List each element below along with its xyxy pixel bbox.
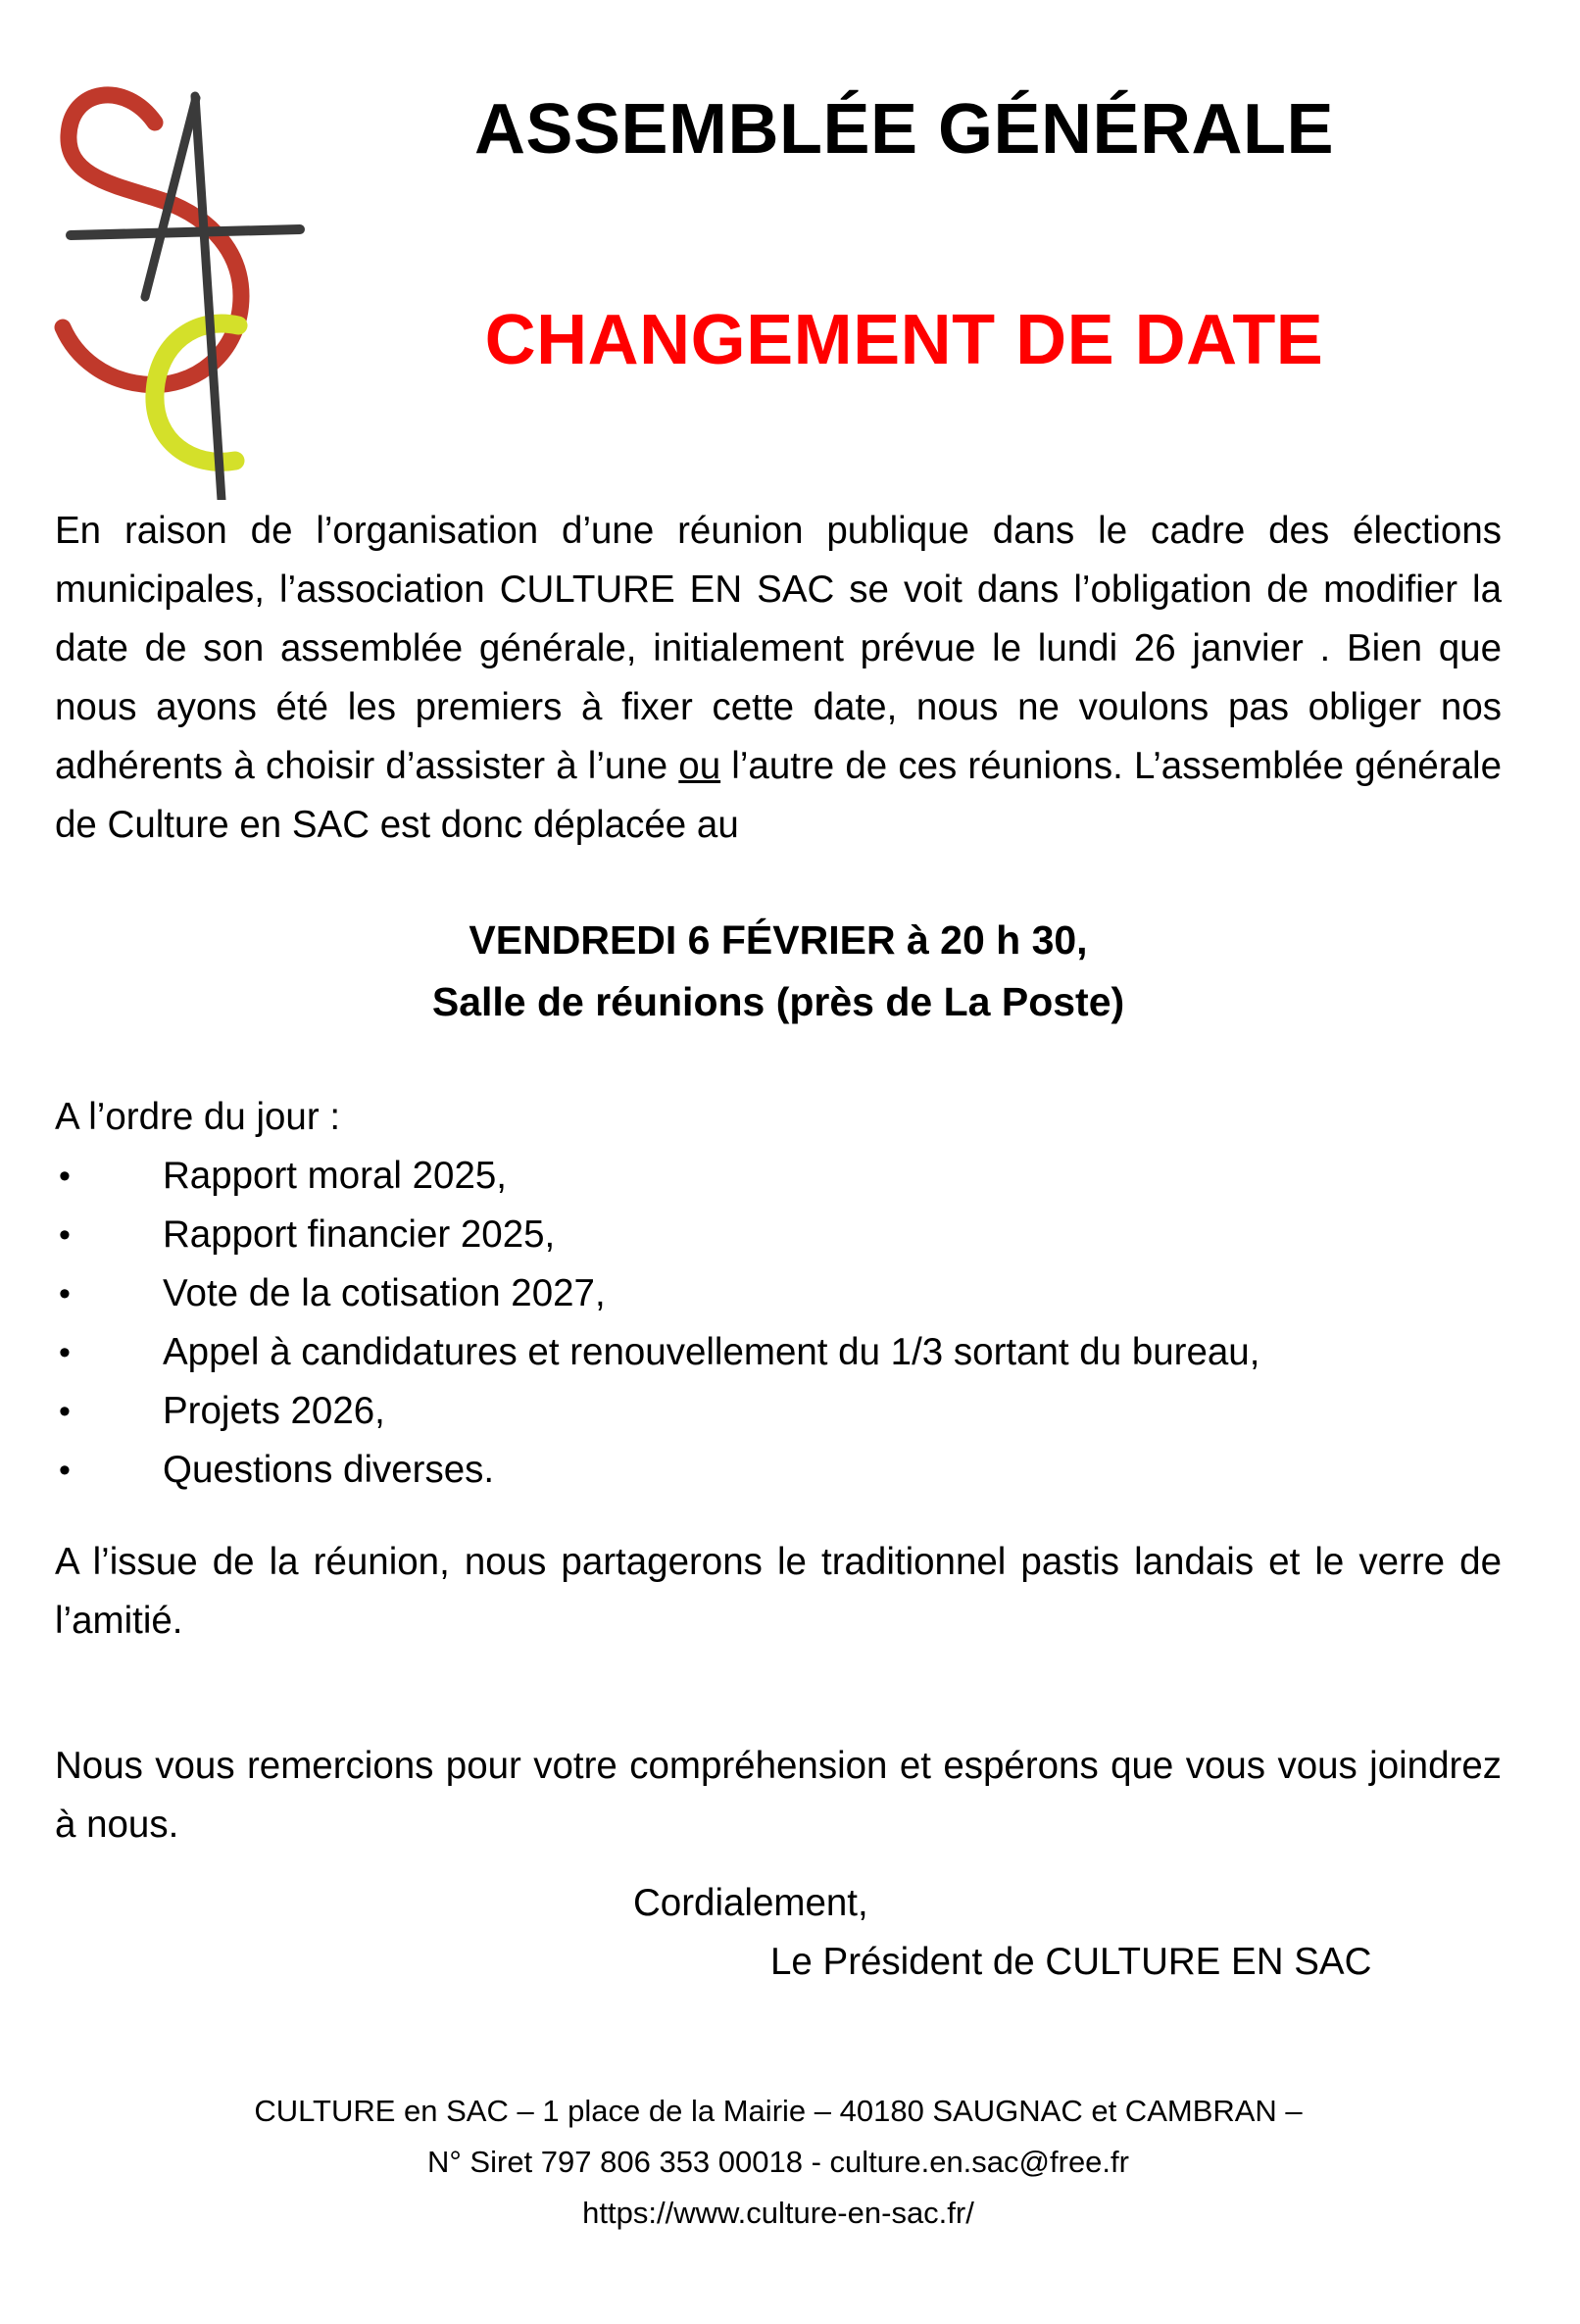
signoff-line: Cordialement, bbox=[633, 1882, 868, 1924]
agenda-item-label: Questions diverses. bbox=[163, 1449, 495, 1491]
title-block bbox=[323, 0, 1529, 500]
agenda-item-label: Vote de la cotisation 2027, bbox=[163, 1272, 606, 1314]
intro-text-part-1: En raison de l’organisation d’une réunion publique dans le cadre des élections municipales, l’association CULTURE EN SAC se voit dans l’obligation de modifier la date de son assemblée générale, initialement prévue le lundi 26 janvier . Bien que nous ayons été les premiers à fixer cette date, nous ne voulons pas obliger nos adhérents à choisir d’assister à l’une bbox=[55, 510, 1502, 787]
bullet-icon: • bbox=[59, 1334, 71, 1371]
footer-address: CULTURE en SAC – 1 place de la Mairie – 40180 SAUGNAC et CAMBRAN – bbox=[254, 2094, 1303, 2128]
agenda-item-label: Rapport financier 2025, bbox=[163, 1213, 556, 1256]
event-date-line: VENDREDI 6 FÉVRIER à 20 h 30, bbox=[469, 917, 1088, 963]
bullet-icon: • bbox=[59, 1452, 71, 1489]
event-details bbox=[55, 910, 1502, 1033]
footer-siret-email: N° Siret 797 806 353 00018 - culture.en.sac@free.fr bbox=[427, 2145, 1129, 2179]
page-footer bbox=[55, 2086, 1502, 2239]
bullet-icon: • bbox=[59, 1216, 71, 1254]
closing-paragraph-2: Nous vous remercions pour votre compréhension et espérons que vous vous joindrez à nous. bbox=[55, 1745, 1502, 1846]
list-item bbox=[55, 1441, 1502, 1500]
intro-text-part-2: l’autre de ces réunions. L’assemblée générale de Culture en SAC est donc déplacée au bbox=[55, 745, 1502, 846]
agenda-item-label: Rapport moral 2025, bbox=[163, 1155, 507, 1197]
sac-monogram-logo bbox=[49, 20, 323, 500]
signature-line: Le Président de CULTURE EN SAC bbox=[770, 1941, 1372, 1983]
agenda-list bbox=[55, 1147, 1502, 1500]
bullet-icon: • bbox=[59, 1393, 71, 1430]
intro-emphasis-ou: ou bbox=[678, 745, 721, 787]
event-venue-line: Salle de réunions (près de La Poste) bbox=[431, 979, 1125, 1024]
page-title: ASSEMBLÉE GÉNÉRALE bbox=[473, 90, 1335, 169]
list-item bbox=[55, 1382, 1502, 1441]
agenda-item-label: Projets 2026, bbox=[163, 1390, 385, 1432]
bullet-icon: • bbox=[59, 1158, 71, 1195]
intro-paragraph bbox=[55, 502, 1502, 855]
bullet-icon: • bbox=[59, 1275, 71, 1312]
list-item bbox=[55, 1147, 1502, 1206]
list-item bbox=[55, 1264, 1502, 1323]
agenda-item-label: Appel à candidatures et renouvellement du 1/3 sortant du bureau, bbox=[163, 1331, 1260, 1373]
agenda-intro: A l’ordre du jour : bbox=[55, 1096, 341, 1138]
page-content bbox=[55, 502, 1502, 1992]
page-header bbox=[0, 0, 1580, 500]
page-subtitle-alert: CHANGEMENT DE DATE bbox=[484, 301, 1324, 379]
list-item bbox=[55, 1323, 1502, 1382]
list-item bbox=[55, 1206, 1502, 1264]
footer-website[interactable]: https://www.culture-en-sac.fr/ bbox=[582, 2196, 974, 2230]
closing-paragraph-1: A l’issue de la réunion, nous partagerons le traditionnel pastis landais et le verre de l’amitié. bbox=[55, 1541, 1502, 1642]
